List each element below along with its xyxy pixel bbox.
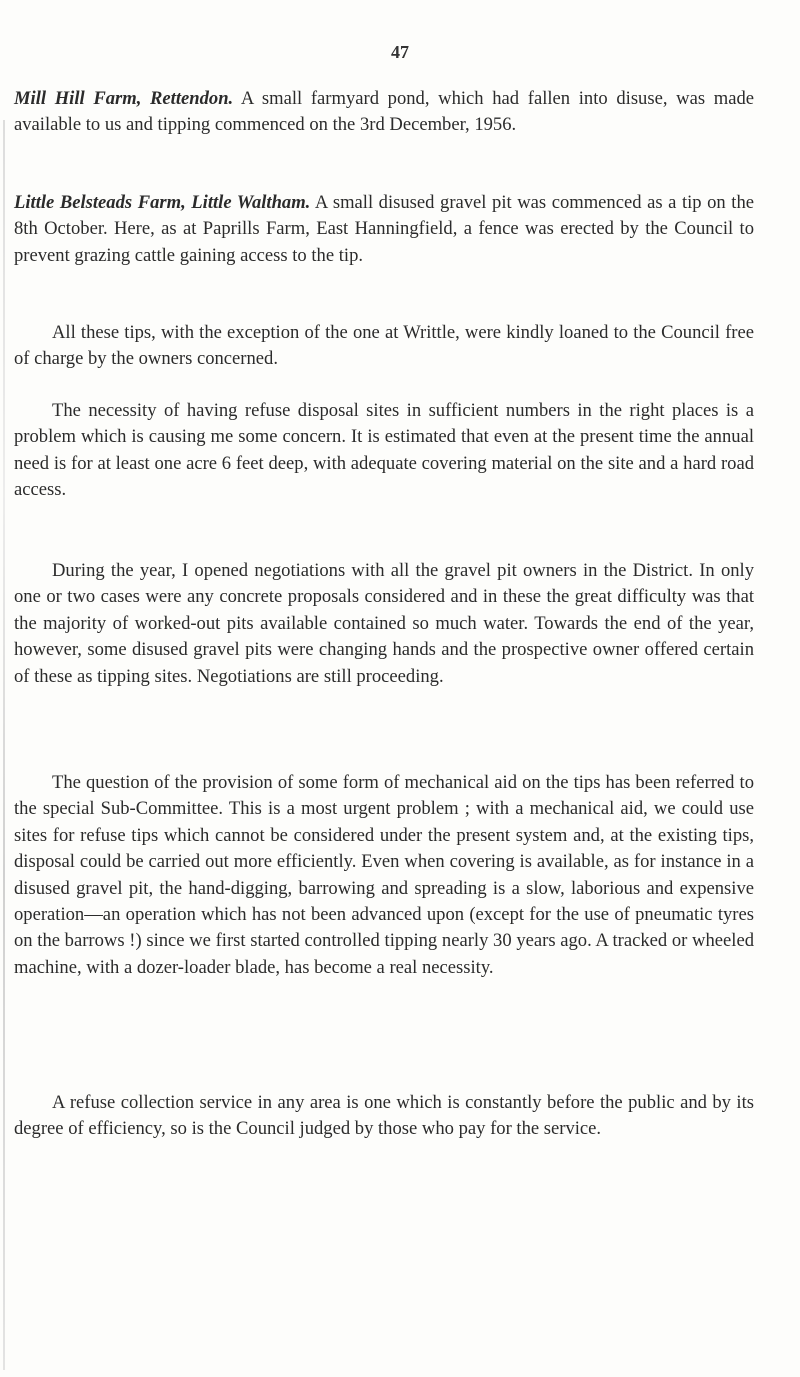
- paragraph-refuse-collection-service: [14, 1090, 754, 1143]
- paragraph-text: During the year, I opened negotiations with all the gravel pit owners in the District. In only one or two cases were any concrete proposals considered and in these the great difficulty was that the majority of worked-out pits available contained so much water. Towards the end of the year, however, some disused gravel pits were changing hands and the prospective owner offered certain of these as tipping sites. Negotiations are still proceeding.: [14, 560, 754, 687]
- paragraph-gravel-pit-negotiations: [14, 558, 754, 690]
- scan-binding-edge: [3, 120, 5, 1370]
- paragraph-mill-hill-farm: [14, 86, 754, 139]
- paragraph-text: A small farmyard pond, which had fallen into disuse, was made available to us and tipping commenced on the 3rd December, 1956.: [14, 88, 754, 136]
- paragraph-tips-loaned: [14, 320, 754, 373]
- paragraph-little-belsteads-farm: [14, 190, 754, 269]
- place-name: Little Belsteads Farm, Little Waltham.: [14, 192, 311, 213]
- paragraph-text: The necessity of having refuse disposal sites in sufficient numbers in the right places is a problem which is causing me some concern. It is estimated that even at the present time the annual need is for at least one acre 6 feet deep, with adequate covering material on the site and a hard road access.: [14, 400, 754, 501]
- paragraph-text: All these tips, with the exception of the one at Writtle, were kindly loaned to the Council free of charge by the owners concerned.: [14, 322, 754, 370]
- page-number: 47: [391, 42, 409, 62]
- paragraph-text: A small disused gravel pit was commenced as a tip on the 8th October. Here, as at Paprills Farm, East Hanningfield, a fence was erected by the Council to prevent grazing cattle gaining access to the tip.: [14, 192, 754, 266]
- paragraph-necessity-of-sites: [14, 398, 754, 504]
- paragraph-text: The question of the provision of some form of mechanical aid on the tips has been referred to the special Sub-Committee. This is a most urgent problem ; with a mechanical aid, we could use sites for refuse tips which cannot be considered under the present system and, at the existing tips, disposal could be carried out more efficiently. Even when covering is available, as for instance in a disused gravel pit, the hand-digging, barrowing and spreading is a slow, laborious and expensive operation—an operation which has not been advanced upon (except for the use of pneumatic tyres on the barrows !) since we first started controlled tipping nearly 30 years ago. A tracked or wheeled machine, with a dozer-loader blade, has become a real necessity.: [14, 772, 754, 978]
- paragraph-text: A refuse collection service in any area is one which is constantly before the public and by its degree of efficiency, so is the Council judged by those who pay for the service.: [14, 1092, 754, 1140]
- paragraph-mechanical-aid: [14, 770, 754, 981]
- place-name: Mill Hill Farm, Rettendon.: [14, 88, 234, 109]
